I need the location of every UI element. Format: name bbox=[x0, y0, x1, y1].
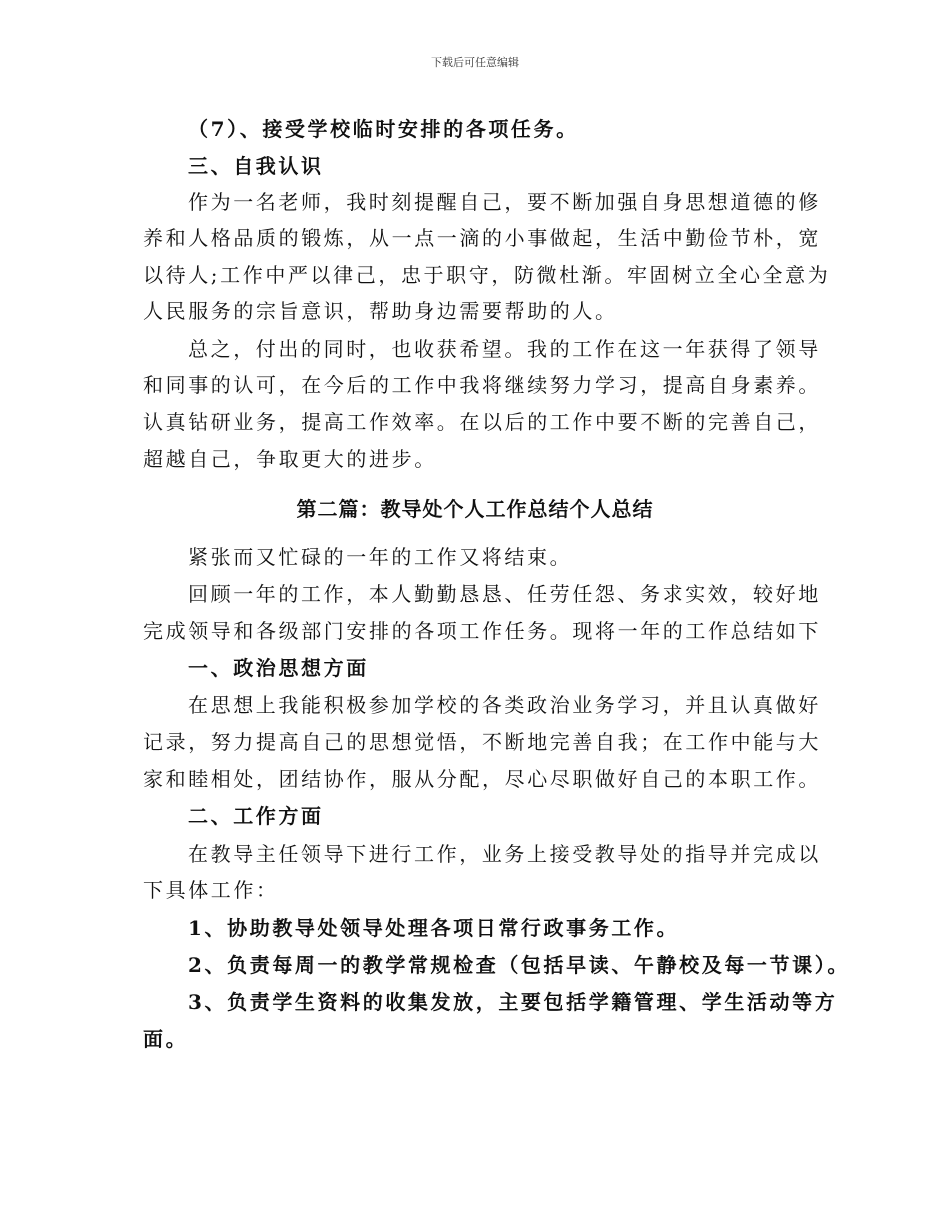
paragraph-line: 超越自己，争取更大的进步。 bbox=[143, 447, 437, 471]
paragraph-line: 下具体工作： bbox=[143, 878, 279, 902]
paragraph-line: 以待人;工作中严以律己，忠于职守，防微杜渐。牢固树立全心全意为 bbox=[143, 263, 831, 287]
list-item-3: 3、负责学生资料的收集发放，主要包括学籍管理、学生活动等方 bbox=[188, 990, 838, 1014]
paragraph-line: 在思想上我能积极参加学校的各类政治业务学习，并且认真做好 bbox=[188, 693, 821, 717]
paragraph-line: 家和睦相处，团结协作，服从分配，尽心尽职做好自己的本职工作。 bbox=[143, 767, 821, 791]
section-heading-work: 二、工作方面 bbox=[188, 804, 324, 828]
paragraph-line: 完成领导和各级部门安排的各项工作任务。现将一年的工作总结如下 bbox=[143, 619, 821, 643]
list-item-1: 1、协助教导处领导处理各项日常行政事务工作。 bbox=[188, 916, 680, 940]
paragraph-line: 人民服务的宗旨意识，帮助身边需要帮助的人。 bbox=[143, 299, 618, 323]
paragraph-line: 养和人格品质的锻炼，从一点一滴的小事做起，生活中勤俭节朴，宽 bbox=[143, 226, 821, 250]
paragraph-line: 在教导主任领导下进行工作，业务上接受教导处的指导并完成以 bbox=[188, 842, 821, 866]
paragraph-line: 作为一名老师，我时刻提醒自己，要不断加强自身思想道德的修 bbox=[188, 190, 821, 214]
paragraph-line: 认真钻研业务，提高工作效率。在以后的工作中要不断的完善自己， bbox=[143, 410, 821, 434]
paragraph-line: 记录，努力提高自己的思想觉悟，不断地完善自我；在工作中能与大 bbox=[143, 730, 821, 754]
list-item-7: （7）、接受学校临时安排的各项任务。 bbox=[188, 117, 579, 141]
list-item-2: 2、负责每周一的教学常规检查（包括早读、午静校及每一节课）。 bbox=[188, 953, 850, 977]
list-item-3-continued: 面。 bbox=[143, 1027, 189, 1051]
page-header: 下载后可任意编辑 bbox=[431, 56, 519, 69]
section-heading-political: 一、政治思想方面 bbox=[188, 656, 369, 680]
paragraph-line: 紧张而又忙碌的一年的工作又将结束。 bbox=[188, 545, 573, 569]
paragraph-line: 回顾一年的工作，本人勤勤恳恳、任劳任怨、务求实效，较好地 bbox=[188, 582, 821, 606]
paragraph-line: 和同事的认可，在今后的工作中我将继续努力学习，提高自身素养。 bbox=[143, 373, 821, 397]
section-heading-self-awareness: 三、自我认识 bbox=[188, 154, 324, 178]
article-title: 第二篇：教导处个人工作总结个人总结 bbox=[296, 497, 654, 521]
paragraph-line: 总之，付出的同时，也收获希望。我的工作在这一年获得了领导 bbox=[188, 337, 821, 361]
